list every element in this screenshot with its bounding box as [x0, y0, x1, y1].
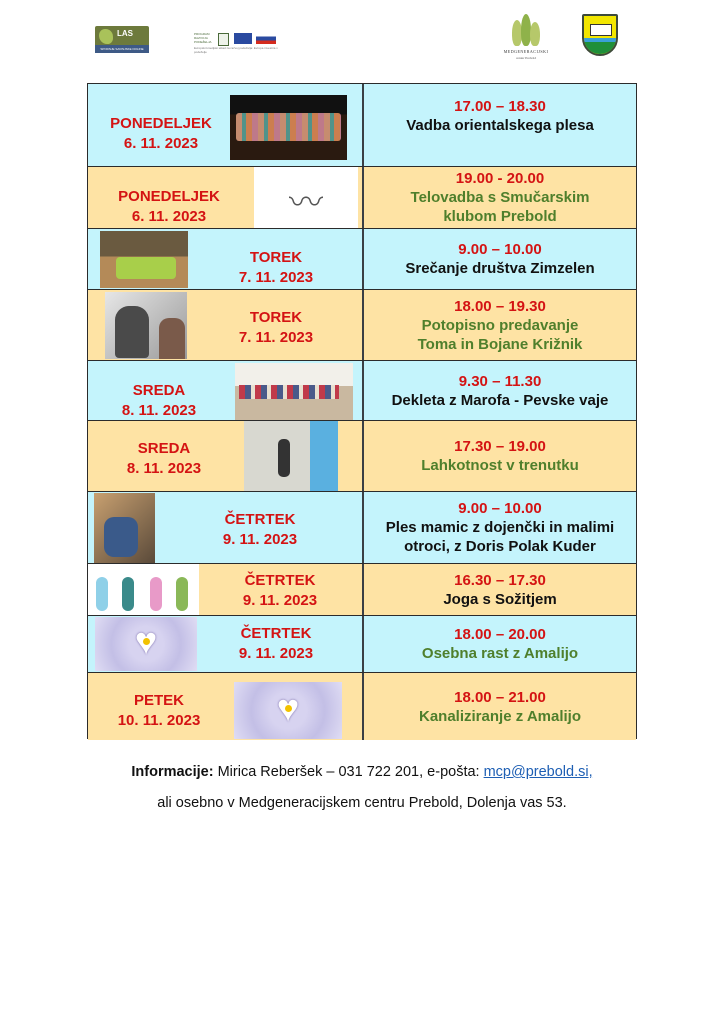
- time-range: 18.00 – 20.00: [454, 626, 546, 643]
- eu-flag-icon: [234, 33, 252, 44]
- activity-cell: [362, 229, 636, 289]
- heart-daisy-image: [234, 682, 342, 739]
- activity-cell: [362, 361, 636, 420]
- las-logo: [95, 26, 149, 53]
- day-cell: [88, 564, 362, 615]
- date: 7. 11. 2023: [238, 329, 314, 346]
- heart-daisy-image: [95, 617, 197, 671]
- activity-title: Telovadba s Smučarskim: [410, 189, 590, 206]
- time-range: 9.00 – 10.00: [458, 500, 542, 517]
- contact-text: Mirica Reberšek – 031 722 201, e-pošta:: [213, 764, 484, 780]
- activity-cell: [362, 290, 636, 360]
- activity-title: Vadba orientalskega plesa: [406, 117, 594, 134]
- date: 6. 11. 2023: [131, 208, 207, 225]
- prebold-coat-of-arms: [582, 14, 618, 56]
- tree-icon: [530, 22, 540, 46]
- day-name: ČETRTEK: [244, 572, 316, 589]
- time-range: 19.00 - 20.00: [455, 170, 545, 187]
- mcp-logo-subtitle: center Prebold: [515, 56, 537, 60]
- date: 10. 11. 2023: [117, 712, 201, 729]
- activity-title: Dekleta z Marofa - Pevske vaje: [391, 391, 609, 409]
- las-logo-subtext: SPODNJE SAVINJSKE DOLINE: [95, 45, 149, 53]
- schedule-row: [88, 290, 636, 361]
- activity-cell: [362, 421, 636, 491]
- day-cell: [88, 167, 362, 228]
- day-date: [188, 510, 332, 550]
- activity-title-line2: otroci, z Doris Polak Kuder: [404, 538, 596, 555]
- date: 6. 11. 2023: [123, 135, 199, 152]
- day-name: ČETRTEK: [240, 625, 312, 642]
- activity-title: Lahkotnost v trenutku: [421, 457, 579, 474]
- lounge-meeting-photo: [100, 231, 188, 288]
- day-date: [214, 571, 346, 611]
- activity-title-line2: Toma in Bojane Križnik: [417, 335, 583, 353]
- info-label: Informacije:: [131, 764, 214, 780]
- hill-icon: [584, 42, 618, 56]
- day-cell: [88, 616, 362, 672]
- schedule-row: [88, 673, 636, 740]
- day-name: TOREK: [249, 309, 303, 326]
- schedule-row: [88, 84, 636, 167]
- day-date: [210, 624, 342, 664]
- choir-photo: [235, 363, 353, 420]
- schedule-row: [88, 492, 636, 564]
- activity-title: Ples mamic z dojenčki in malimi: [385, 519, 615, 536]
- activity-title: Joga s Sožitjem: [443, 590, 557, 608]
- yoga-illustration: [88, 564, 199, 615]
- time-range: 18.00 – 19.30: [454, 297, 546, 315]
- schedule-row: [88, 616, 636, 673]
- eu-funding-caption: Evropski kmetijski sklad za razvoj podeželja: Evropa investira v podeželje: [194, 46, 278, 54]
- leader-logo-icon: [218, 33, 229, 46]
- date: 7. 11. 2023: [238, 269, 314, 286]
- day-cell: [88, 84, 362, 166]
- activity-title: Potopisno predavanje: [421, 316, 579, 334]
- activity-title: Kanaliziranje z Amalijo: [419, 707, 581, 725]
- time-range: 17.30 – 19.00: [454, 438, 546, 455]
- couple-photo: [105, 292, 187, 359]
- day-date: [206, 248, 346, 288]
- activity-title-line2: klubom Prebold: [443, 208, 557, 225]
- schedule-table: [87, 83, 637, 739]
- day-name: PONEDELJEK: [118, 188, 220, 205]
- activity-cell: [362, 492, 636, 563]
- yoga-figure-icon: [122, 577, 134, 611]
- day-cell: [88, 673, 362, 740]
- yoga-figure-icon: [96, 577, 108, 611]
- eu-funding-logos: [194, 30, 284, 52]
- activity-cell: [362, 167, 636, 228]
- activity-title: Srečanje društva Zimzelen: [405, 260, 595, 277]
- day-date: [206, 308, 346, 348]
- activity-title: Osebna rast z Amalijo: [421, 645, 579, 662]
- date: 8. 11. 2023: [121, 402, 197, 419]
- day-date: [94, 439, 234, 479]
- exercise-sketch: [254, 167, 358, 228]
- activity-cell: [362, 84, 636, 166]
- activity-cell: [362, 564, 636, 615]
- schedule-row: [88, 229, 636, 290]
- day-cell: [88, 421, 362, 491]
- time-range: 9.30 – 11.30: [458, 372, 542, 390]
- day-cell: [88, 361, 362, 420]
- day-date: [94, 114, 228, 154]
- day-date: [94, 381, 224, 421]
- yoga-figure-icon: [176, 577, 188, 611]
- activity-cell: [362, 616, 636, 672]
- schedule-row: [88, 361, 636, 421]
- activity-cell: [362, 673, 636, 740]
- day-name: SREDA: [137, 440, 191, 457]
- castle-icon: [590, 24, 612, 36]
- date: 9. 11. 2023: [238, 645, 314, 662]
- mother-baby-photo: [94, 493, 155, 563]
- schedule-row: [88, 167, 636, 229]
- time-range: 18.00 – 21.00: [454, 688, 546, 706]
- las-logo-text: LAS: [117, 29, 133, 38]
- day-date: [102, 187, 236, 227]
- day-cell: [88, 492, 362, 563]
- map-shape-icon: [99, 29, 113, 44]
- slovenia-flag-icon: [256, 33, 276, 44]
- oriental-dance-photo: [230, 95, 347, 160]
- time-range: 9.00 – 10.00: [458, 241, 542, 258]
- schedule-row: [88, 564, 636, 616]
- date: 9. 11. 2023: [222, 531, 298, 548]
- day-name: PONEDELJEK: [110, 115, 212, 132]
- presentation-photo: [244, 421, 338, 491]
- time-range: 17.00 – 18.30: [454, 98, 546, 115]
- date: 8. 11. 2023: [126, 460, 202, 477]
- address-line: ali osebno v Medgeneracijskem centru Prebold, Dolenja vas 53.: [157, 795, 567, 811]
- yoga-figure-icon: [150, 577, 162, 611]
- day-name: PETEK: [133, 692, 184, 709]
- day-date: [94, 691, 224, 731]
- program-text-icon: PROGRAM RAZVOJA PODEŽELJA: [194, 32, 212, 44]
- day-cell: [88, 290, 362, 360]
- day-name: ČETRTEK: [224, 511, 296, 528]
- schedule-row: [88, 421, 636, 492]
- day-name: SREDA: [132, 382, 186, 399]
- time-range: 16.30 – 17.30: [454, 571, 546, 589]
- mcp-logo-title: MEDGENERACIJSKI: [503, 49, 549, 54]
- date: 9. 11. 2023: [242, 592, 318, 609]
- medgeneracijski-center-logo: [500, 12, 552, 60]
- day-name: TOREK: [249, 249, 303, 266]
- email-link[interactable]: mcp@prebold.si,: [483, 764, 593, 780]
- day-cell: [88, 229, 362, 289]
- contact-info: [0, 764, 724, 780]
